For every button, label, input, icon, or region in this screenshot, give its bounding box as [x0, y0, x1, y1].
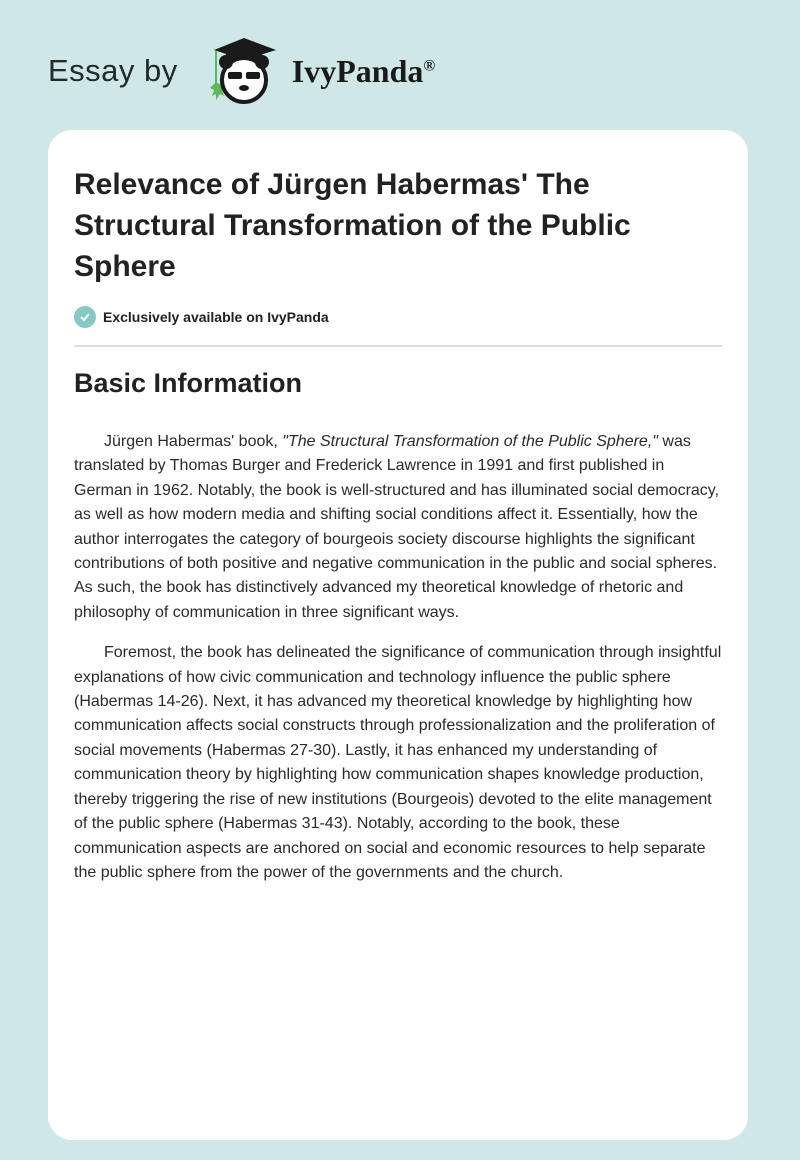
essay-card	[48, 130, 748, 1140]
panda-graduate-icon[interactable]	[200, 36, 282, 106]
essay-body	[74, 430, 724, 901]
paragraph-text: Jürgen Habermas' book,	[104, 433, 283, 450]
section-heading: Basic Information	[74, 368, 303, 398]
essay-by-label: Essay by	[48, 53, 178, 88]
brand-text: IvyPanda	[291, 52, 424, 89]
brand-name[interactable]	[292, 53, 436, 90]
paragraph	[74, 430, 724, 625]
divider	[74, 345, 722, 347]
book-title: "The Structural Transformation of the Public Sphere,"	[282, 433, 658, 450]
exclusive-badge	[74, 306, 329, 328]
check-circle-icon	[74, 306, 96, 328]
registered-mark: ®	[423, 56, 436, 74]
page-title: Relevance of Jürgen Habermas' The Structural Transformation of the Public Sphere	[74, 168, 631, 283]
paragraph: Foremost, the book has delineated the significance of communication through insightful explanations of how civic communication and technology influence the public sphere (Habermas 14-26). Next, it has advanced my theoretical knowledge by highlighting how communication affects social constructs through professionalization and the proliferation of social movements (Habermas 27-30). Lastly, it has enhanced my understanding of communication theory by highlighting how communication shapes knowledge production, thereby triggering the rise of new institutions (Bourgeois) devoted to the elite management of the public sphere (Habermas 31-43). Notably, according to the book, these communication aspects are anchored on social and economic resources to help separate the public sphere from the power of the governments and the church.	[74, 644, 722, 881]
badge-text: Exclusively available on IvyPanda	[103, 309, 329, 325]
site-header	[48, 36, 435, 106]
paragraph-text: was translated by Thomas Burger and Frederick Lawrence in 1991 and first published in German in 1962. Notably, the book is well-structured and has illuminated social democracy, as well as how modern media and shifting social conditions affect it. Essentially, how the author interrogates the category of bourgeois society discourse highlights the significant contributions of both positive and negative communication in the public and social spheres. As such, the book has distinctively advanced my theoretical knowledge of rhetoric and philosophy of communication in three significant ways.	[74, 433, 720, 621]
